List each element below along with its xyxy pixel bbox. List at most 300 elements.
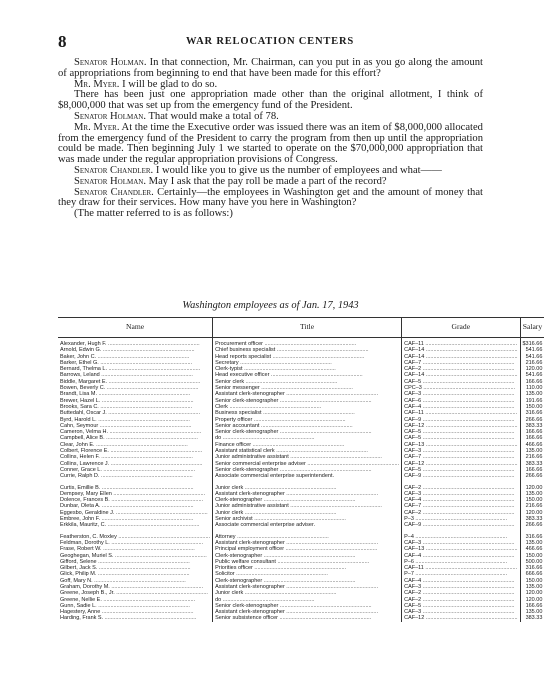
cell-grade-text: CAF–11 xyxy=(404,341,424,347)
dot-leader: ............................................................ xyxy=(106,410,200,417)
dot-leader: ............................................................ xyxy=(421,602,515,609)
cell-name-text: Featherston, C. Moxley xyxy=(60,533,117,540)
dot-leader: ............................................................ xyxy=(421,590,515,597)
cell-grade-text: CAF–2 xyxy=(404,484,422,491)
cell-title-text: Clerk-stenographer xyxy=(215,577,263,584)
cell-grade xyxy=(402,338,520,348)
cell-salary-text: 135.00 xyxy=(525,609,543,616)
dot-leader: ............................................................ xyxy=(278,466,372,473)
cell-salary-text: 166.66 xyxy=(525,429,543,436)
cell-name-text: Clear, John E. xyxy=(60,441,95,448)
cell-title-text: Senior commercial enterprise adviser xyxy=(215,460,306,467)
dot-leader: ............................................................ xyxy=(105,385,199,392)
cell-name-text: Collins, Helen F. xyxy=(60,454,100,461)
cell-title-text: Junior administrative assistant xyxy=(215,454,289,461)
dot-leader: ............................................................ xyxy=(421,484,515,491)
cell-name-text: Gilbert, Jack S. xyxy=(60,565,98,572)
cell-title-text: Senior clerk-stenographer xyxy=(215,602,279,609)
speaker-name: Senator Chandler. xyxy=(74,186,154,198)
dot-leader: ............................................................ xyxy=(424,372,518,379)
dot-leader: ............................................................ xyxy=(108,448,203,455)
dot-leader: ............................................................ xyxy=(421,497,515,504)
dot-leader: ............................................................ xyxy=(278,429,372,436)
dot-leader: ............................................................ xyxy=(104,435,198,442)
cell-salary-text: 120.00 xyxy=(525,509,543,516)
cell-salary-text: 166.66 xyxy=(525,466,543,473)
transcript-body xyxy=(58,58,483,220)
cell-title-text: Clerk-typist xyxy=(215,366,243,373)
dot-leader: ............................................................ xyxy=(424,460,518,467)
dot-leader: ............................................................ xyxy=(251,441,345,448)
cell-salary-text: 383.33 xyxy=(525,615,543,622)
dot-leader: ............................................................ xyxy=(113,552,207,559)
cell-title-text: Junior clerk xyxy=(215,509,244,516)
dot-leader: ............................................................ xyxy=(262,552,356,559)
cell-title-text: Senior archivist xyxy=(215,516,253,523)
speaker-name: Senator Holman. xyxy=(74,175,146,187)
table-caption: Washington employees as of Jan. 17, 1943 xyxy=(182,300,359,311)
dot-leader: ............................................................ xyxy=(106,522,200,529)
column-header-salary: Salary xyxy=(520,318,544,338)
dot-leader: ............................................................ xyxy=(107,378,201,385)
cell-name-text: Harding, Frank S. xyxy=(60,615,104,622)
dot-leader: ............................................................ xyxy=(421,391,515,398)
paragraph-text: That would make a total of 78. xyxy=(146,110,279,122)
cell-name-text: Biddle, Margaret E. xyxy=(60,378,108,385)
dot-leader: ............................................................ xyxy=(99,372,193,379)
cell-salary-text: 135.00 xyxy=(525,448,543,455)
dot-leader: ............................................................ xyxy=(262,341,357,347)
dot-leader: ............................................................ xyxy=(421,473,515,480)
cell-name-text: Greene, Joseph B., Jr. xyxy=(60,590,115,597)
dot-leader: ............................................................ xyxy=(288,503,382,510)
table-row xyxy=(58,480,544,491)
dot-leader: ............................................................ xyxy=(421,552,515,559)
cell-title-text: Senior messenger xyxy=(215,385,260,392)
cell-name-text: Buttedahl, Oscar J. xyxy=(60,410,107,417)
dot-leader: ............................................................ xyxy=(413,558,508,565)
paragraph-text: In that connection, Mr. Chairman, can you put in as you go along the amount of appropriations from beginning to end that have been made for this effort? xyxy=(58,57,483,79)
dot-leader: ............................................................ xyxy=(97,565,191,572)
cell-salary-text: 216.66 xyxy=(525,454,543,461)
paragraph xyxy=(58,58,483,80)
cell-title-text: Associate commercial enterprise superintendent. xyxy=(215,473,334,480)
dot-leader: ............................................................ xyxy=(244,378,338,385)
column-header-title: Title xyxy=(213,318,402,338)
cell-grade-text: CAF–7 xyxy=(404,454,422,461)
cell-title-text: Head reports specialist xyxy=(215,353,272,360)
dot-leader: ............................................................ xyxy=(284,539,378,546)
cell-name-text: Goff, Mary N. xyxy=(60,577,93,584)
dot-leader: ............................................................ xyxy=(277,615,372,622)
dot-leader: ............................................................ xyxy=(101,596,196,603)
dot-leader: ............................................................ xyxy=(96,558,190,565)
cell-salary-text: 383.33 xyxy=(525,516,543,523)
dot-leader: ............................................................ xyxy=(109,460,203,467)
cell-grade-text: CAF–4 xyxy=(404,403,422,410)
dot-leader: ............................................................ xyxy=(421,397,515,404)
dot-leader: ............................................................ xyxy=(221,435,315,442)
cell-salary-text: 166.66 xyxy=(525,435,543,442)
cell-grade-text: CAF–9 xyxy=(404,473,422,480)
cell-salary-text: 383.33 xyxy=(525,460,543,467)
cell-title xyxy=(213,615,402,621)
dot-leader: ............................................................ xyxy=(96,571,190,578)
dot-leader: ............................................................ xyxy=(421,466,515,473)
cell-salary xyxy=(520,615,544,621)
dot-leader: ............................................................ xyxy=(98,403,193,410)
dot-leader: ............................................................ xyxy=(421,435,515,442)
dot-leader: ............................................................ xyxy=(262,577,356,584)
cell-salary-text: 166.66 xyxy=(525,378,543,385)
cell-grade-text: CAF–4 xyxy=(404,577,422,584)
dot-leader: ............................................................ xyxy=(96,416,190,423)
cell-name xyxy=(58,338,213,348)
cell-title-text: Junior administrative assistant xyxy=(215,503,289,510)
cell-grade xyxy=(402,480,520,491)
cell-salary-text: 191.66 xyxy=(525,397,543,404)
dot-leader: ............................................................ xyxy=(100,609,194,616)
cell-title-text: Junior clerk xyxy=(215,484,244,491)
dot-leader: ............................................................ xyxy=(421,366,515,373)
cell-salary-text: 541.66 xyxy=(525,353,543,360)
paragraph-text: At the time the Executive order was issued there was an item of $8,000,000 allocated from the emergency fund of the President to carry the program from then up until the appropriation could be made. Then beginning July 1 we started to operate on the $70,000,000 appropriation that was made under the regular appropriation provisions of Congress. xyxy=(58,121,483,166)
cell-name-text: Cahn, Seymour xyxy=(60,422,99,429)
column-header-grade: Grade xyxy=(402,318,520,338)
cell-title-text: Senior accountant xyxy=(215,422,260,429)
cell-grade-text: CAF–13 xyxy=(404,546,425,553)
cell-salary-text: 466.66 xyxy=(525,546,543,553)
cell-name-text: Greene, Nellie E. xyxy=(60,596,102,603)
cell-title-text: Assistant clerk-stenographer xyxy=(215,539,285,546)
cell-salary-text: 120.00 xyxy=(525,590,543,597)
dot-leader: ............................................................ xyxy=(243,590,337,597)
cell-title-text: Senior clerk-stenographer xyxy=(215,429,279,436)
cell-name-text: Frase, Robert W. xyxy=(60,546,102,553)
dot-leader: ............................................................ xyxy=(109,583,204,590)
dot-leader: ............................................................ xyxy=(424,441,518,448)
cell-name-text: Alexander, Hugh F. xyxy=(60,341,107,347)
dot-leader: ............................................................ xyxy=(227,403,322,410)
paragraph xyxy=(58,90,483,112)
cell-name-text: Baker, John C. xyxy=(60,353,97,360)
dot-leader: ............................................................ xyxy=(100,503,194,510)
dot-leader: ............................................................ xyxy=(98,359,193,366)
dot-leader: ............................................................ xyxy=(424,347,518,354)
cell-title-text: Clerk xyxy=(215,403,228,410)
cell-title-text: do xyxy=(215,435,222,442)
cell-grade-text: CAF–7 xyxy=(404,503,422,510)
dot-leader: ............................................................ xyxy=(421,378,515,385)
paragraph xyxy=(58,209,483,220)
dot-leader: ............................................................ xyxy=(421,509,515,516)
cell-salary xyxy=(520,529,544,540)
cell-salary-text: 316.66 xyxy=(525,410,543,417)
dot-leader: ............................................................ xyxy=(252,565,347,572)
cell-salary-text: 135.00 xyxy=(525,539,543,546)
cell-title-text: Secretary xyxy=(215,359,239,366)
cell-name-text: Glick, Philip M. xyxy=(60,571,97,578)
dot-leader: ............................................................ xyxy=(421,359,515,366)
cell-title-text: Chief business specialist xyxy=(215,347,276,354)
dot-leader: ............................................................ xyxy=(259,385,353,392)
cell-grade-text: CAF–6 xyxy=(404,397,422,404)
cell-name-text: Brooks, Sara C. xyxy=(60,403,99,410)
cell-salary-text: 316.66 xyxy=(525,533,543,540)
cell-grade-text: CAF–2 xyxy=(404,596,422,603)
dot-leader: ............................................................ xyxy=(269,372,363,379)
cell-name xyxy=(58,615,213,621)
running-title: WAR RELOCATION CENTERS xyxy=(186,36,354,47)
dot-leader: ............................................................ xyxy=(252,516,346,523)
cell-salary-text: 166.66 xyxy=(525,602,543,609)
cell-name-text: Eggesbo, Geraldine J. xyxy=(60,509,115,516)
dot-leader: ............................................................ xyxy=(116,533,211,540)
cell-title-text: Senior clerk-stenographer xyxy=(215,466,279,473)
dot-leader: ............................................................ xyxy=(100,484,194,491)
dot-leader: ............................................................ xyxy=(275,558,370,565)
speaker-name: Mr. Myer. xyxy=(74,78,120,90)
cell-salary-text: 120.00 xyxy=(525,596,543,603)
page-number: 8 xyxy=(58,32,67,51)
cell-salary-text: 120.00 xyxy=(525,366,543,373)
cell-title-text: Junior clerk xyxy=(215,590,244,597)
dot-leader: ............................................................ xyxy=(109,539,204,546)
cell-title xyxy=(213,529,402,540)
cell-grade-text: CAF–12 xyxy=(404,460,425,467)
dot-leader: ............................................................ xyxy=(109,497,204,504)
cell-grade-text: CAF–5 xyxy=(404,378,422,385)
paragraph xyxy=(58,123,483,166)
cell-name-text: Curtis, Emillie B. xyxy=(60,484,101,491)
page-header xyxy=(58,32,482,50)
paragraph-text: There has been just one appropriation made other than the original allotment, I think of $8,000,000 that was set up from the emergency fund of the President. xyxy=(58,89,483,112)
cell-grade-text: CAF–2 xyxy=(404,366,422,373)
cell-name-text: Graham, Dorothy M. xyxy=(60,583,110,590)
dot-leader: ............................................................ xyxy=(99,454,193,461)
cell-name xyxy=(58,480,213,491)
dot-leader: ............................................................ xyxy=(421,596,515,603)
cell-salary-text: 266.66 xyxy=(525,522,543,529)
cell-grade-text: CAF–13 xyxy=(404,441,425,448)
cell-grade-text: CAF–3 xyxy=(404,391,422,398)
speaker-name: Senator Chandler. xyxy=(74,164,154,176)
dot-leader: ............................................................ xyxy=(106,341,200,347)
cell-grade-text: CAF–3 xyxy=(404,448,422,455)
cell-title-text: Senior subsistence officer xyxy=(215,615,278,622)
cell-name-text: Arnold, Edwin G. xyxy=(60,347,102,354)
cell-name-text: Dolence, Frances B. xyxy=(60,497,110,504)
cell-name xyxy=(58,522,213,528)
table-row xyxy=(58,529,544,540)
dot-leader: ............................................................ xyxy=(97,391,191,398)
dot-leader: ............................................................ xyxy=(421,429,515,436)
dot-leader: ............................................................ xyxy=(423,410,518,417)
cell-title-text: Business specialist xyxy=(215,410,262,417)
cell-title-text: Head executive officer xyxy=(215,372,270,379)
cell-title-text: Finance officer xyxy=(215,441,252,448)
dot-leader: ............................................................ xyxy=(221,596,315,603)
cell-title-text: Priorities officer xyxy=(215,565,253,572)
paragraph xyxy=(58,188,483,210)
dot-leader: ............................................................ xyxy=(284,546,378,553)
cell-grade-text: CAF–3 xyxy=(404,583,422,590)
dot-leader: ............................................................ xyxy=(421,454,515,461)
dot-leader: ............................................................ xyxy=(101,347,195,354)
dot-leader: ............................................................ xyxy=(421,609,515,616)
cell-grade-text: CAF–9 xyxy=(404,522,422,529)
cell-name-text: Brewer, Hazel L. xyxy=(60,397,101,404)
dot-leader: ............................................................ xyxy=(271,353,365,360)
dot-leader: ............................................................ xyxy=(421,448,515,455)
dot-leader: ............................................................ xyxy=(242,366,336,373)
cell-salary-text: 383.33 xyxy=(525,422,543,429)
dot-leader: ............................................................ xyxy=(96,353,190,360)
dot-leader: ............................................................ xyxy=(424,546,518,553)
dot-leader: ............................................................ xyxy=(100,397,194,404)
dot-leader: ............................................................ xyxy=(259,422,353,429)
cell-salary-text: 150.00 xyxy=(525,552,543,559)
table-row xyxy=(58,615,544,621)
dot-leader: ............................................................ xyxy=(423,341,518,347)
cell-salary xyxy=(520,338,544,348)
dot-leader: ............................................................ xyxy=(421,416,515,423)
cell-grade-text: P–3 xyxy=(404,516,414,523)
cell-title-text: Clerk-stenographer xyxy=(215,552,263,559)
cell-grade-text: CAF–11 xyxy=(404,565,424,572)
cell-grade xyxy=(402,529,520,540)
cell-grade-text: CAF–3 xyxy=(404,539,422,546)
dot-leader: ............................................................ xyxy=(235,533,329,540)
paragraph-text: Certainly—the employees in Washington get and the amount of money that they draw for their services. How many have you here in Washington? xyxy=(58,186,483,209)
cell-name-text: Cameron, Velma H. xyxy=(60,429,108,436)
dot-leader: ............................................................ xyxy=(413,516,508,523)
cell-grade-text: CAF–3 xyxy=(404,609,422,616)
cell-grade-text: CPC–3 xyxy=(404,385,422,392)
cell-grade-text: P–7 xyxy=(404,571,414,578)
dot-leader: ............................................................ xyxy=(275,347,369,354)
cell-salary-text: 150.00 xyxy=(525,577,543,584)
cell-name-text: Barker, Ethel G. xyxy=(60,359,99,366)
cell-title-text: Procurement officer xyxy=(215,341,263,347)
cell-name-text: Geoghegan, Muriel S. xyxy=(60,552,114,559)
cell-name-text: Hagestery, Anne xyxy=(60,609,101,616)
dot-leader: ............................................................ xyxy=(103,615,197,622)
cell-name-text: Campbell, Alice B. xyxy=(60,435,105,442)
dot-leader: ............................................................ xyxy=(284,490,378,497)
cell-title-text: Assistant clerk-stenographer xyxy=(215,583,285,590)
dot-leader: ............................................................ xyxy=(421,577,515,584)
cell-salary-text: 150.00 xyxy=(525,497,543,504)
paragraph-text: I will be glad to do so. xyxy=(119,78,218,90)
cell-grade-text: CAF–5 xyxy=(404,466,422,473)
cell-title-text: Senior clerk xyxy=(215,378,245,385)
cell-name-text: Bernard, Thelma L. xyxy=(60,366,107,373)
cell-grade-text: CAF–5 xyxy=(404,429,422,436)
cell-name-text: Erkkila, Mauritz, C. xyxy=(60,522,107,529)
dot-leader: ............................................................ xyxy=(114,509,208,516)
dot-leader: ............................................................ xyxy=(421,583,515,590)
cell-title-text: Assistant statistical clerk xyxy=(215,448,275,455)
paragraph-text: I would like you to give us the number of employees and what—— xyxy=(153,164,442,176)
cell-salary-text: 316.66 xyxy=(525,565,543,572)
cell-salary-text: 135.00 xyxy=(525,391,543,398)
cell-name xyxy=(58,473,213,479)
cell-title-text: Associate commercial enterprise adviser. xyxy=(215,522,316,529)
dot-leader: ............................................................ xyxy=(252,416,346,423)
speaker-name: Senator Holman. xyxy=(74,57,147,68)
cell-title-text: do xyxy=(215,596,222,603)
cell-grade-text: CAF–12 xyxy=(404,422,425,429)
dot-leader: ............................................................ xyxy=(99,473,193,480)
cell-title-text: Assistant clerk-stenographer xyxy=(215,490,285,497)
cell-name xyxy=(58,529,213,540)
table-row xyxy=(58,522,544,528)
dot-leader: ............................................................ xyxy=(284,583,378,590)
cell-grade-text: P–4 xyxy=(404,533,414,540)
cell-grade-text: CAF–4 xyxy=(404,552,422,559)
cell-name-text: Dempsey, Mary Ellen xyxy=(60,490,112,497)
cell-grade-text: CAF–11 xyxy=(404,410,424,417)
cell-name-text: Colbert, Florence E. xyxy=(60,448,109,455)
dot-leader: ............................................................ xyxy=(111,490,206,497)
dot-leader: ............................................................ xyxy=(278,602,372,609)
dot-leader: ............................................................ xyxy=(100,516,194,523)
cell-salary-text: 541.66 xyxy=(525,347,543,354)
cell-name-text: Conner, Grace L. xyxy=(60,466,102,473)
table-body xyxy=(58,338,544,622)
cell-salary-text: 500.00 xyxy=(525,558,543,565)
cell-grade-text: CAF–2 xyxy=(404,590,422,597)
cell-name-text: Dunbar, Oleta A. xyxy=(60,503,101,510)
cell-name-text: Byrd, Harold L. xyxy=(60,416,97,423)
paragraph-text: (The matter referred to is as follows:) xyxy=(74,208,233,220)
dot-leader: ............................................................ xyxy=(92,577,186,584)
cell-grade-text: CAF–9 xyxy=(404,416,422,423)
dot-leader: ............................................................ xyxy=(274,448,368,455)
dot-leader: ............................................................ xyxy=(413,571,508,578)
cell-title-text: Attorney xyxy=(215,533,236,540)
cell-grade-text: CAF–4 xyxy=(404,497,422,504)
cell-salary-text: 135.00 xyxy=(525,490,543,497)
dot-leader: ............................................................ xyxy=(423,565,518,572)
dot-leader: ............................................................ xyxy=(421,503,515,510)
dot-leader: ............................................................ xyxy=(288,454,382,461)
dot-leader: ............................................................ xyxy=(261,410,355,417)
dot-leader: ............................................................ xyxy=(421,385,516,392)
speaker-name: Senator Holman. xyxy=(74,110,146,122)
cell-salary-text: 135.00 xyxy=(525,583,543,590)
dot-leader: ............................................................ xyxy=(108,429,202,436)
dot-leader: ............................................................ xyxy=(106,366,201,373)
cell-name-text: Barrows, Leland xyxy=(60,372,100,379)
cell-name-text: Gunn, Sadie L. xyxy=(60,602,97,609)
dot-leader: ............................................................ xyxy=(243,509,337,516)
employees-table xyxy=(58,317,544,622)
cell-grade-text: CAF–5 xyxy=(404,602,422,609)
dot-leader: ............................................................ xyxy=(284,609,378,616)
dot-leader: ............................................................ xyxy=(424,353,518,360)
column-header-name: Name xyxy=(58,318,213,338)
dot-leader: ............................................................ xyxy=(101,466,196,473)
dot-leader: ............................................................ xyxy=(421,522,515,529)
dot-leader: ............................................................ xyxy=(305,460,400,467)
dot-leader: ............................................................ xyxy=(421,539,515,546)
dot-leader: ............................................................ xyxy=(101,546,195,553)
cell-title-text: Solicitor xyxy=(215,571,235,578)
cell-title-text: Assistant clerk-stenographer xyxy=(215,391,285,398)
dot-leader: ............................................................ xyxy=(243,484,337,491)
